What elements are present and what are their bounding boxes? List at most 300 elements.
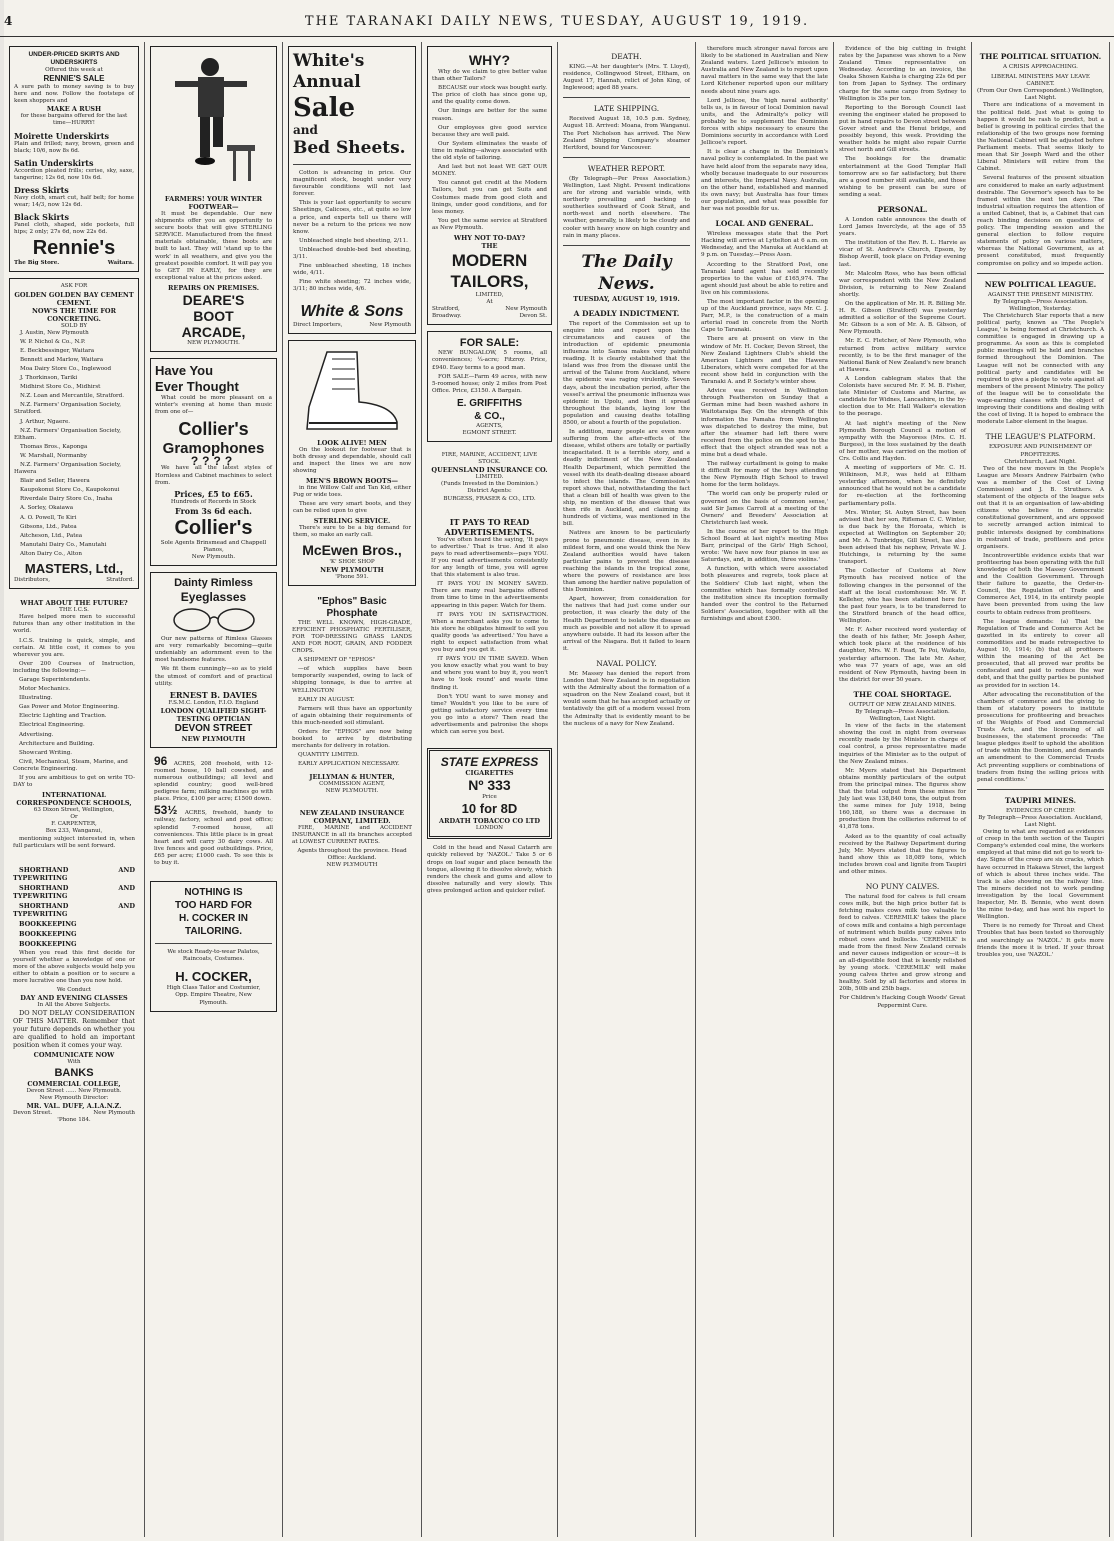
ephos-ad — [288, 592, 416, 799]
pays-para: You've often heard the saying, 'It pays to advertise.' That is true. And it also pays to read advertisements—pays YOU. If you read advertisements consistently for any length of time, you will agree that this statement is also true. — [431, 536, 548, 579]
crisis-sub: A CRISIS APPROACHING. — [1003, 64, 1078, 70]
ics-p4: If you are ambitious to get on write TO-DAY to — [13, 775, 135, 789]
death-head: DEATH. — [611, 52, 642, 61]
white-foot-right: New Plymouth — [369, 321, 411, 328]
coal-para: Asked as to the quantity of coal actually received by the Railway Department during July, Mr. Myers stated that the figures to hand show this as 18,089 tons, which includes brown coal and lignite from Taupiri and other mines. — [839, 833, 966, 876]
gb-seller: Gibsons, Ltd., Patea — [20, 523, 77, 530]
ephos-line: EARLY APPLICATION NECESSARY. — [298, 761, 400, 768]
for-sale-head: FOR SALE: — [459, 337, 520, 350]
tailors-name2: TAILORS, — [450, 271, 529, 291]
property-listing — [154, 803, 273, 867]
pays-para: IT PAYS YOU IN TIME SAVED. When you know exactly what you want to buy and where you want to buy it, you won't have to 'look round' and waste time finding it. — [431, 656, 548, 691]
leader-head: A DEADLY INDICTMENT. — [573, 308, 680, 318]
tailors-paras — [432, 69, 547, 232]
gb-seller: Thomas Bros., Kaponga — [20, 443, 88, 450]
league-by: By Telegraph—Press Association. Wellington, Yesterday. — [993, 298, 1088, 312]
white-foot-left: Direct Importers, — [293, 321, 343, 328]
personal-para: A London cable announces the death of Lord James Inverclyde, at the age of 55 years. — [839, 216, 966, 238]
ics-school: INTERNATIONAL CORRESPONDENCE SCHOOLS, — [16, 791, 132, 808]
ics-course: Architecture and Building. — [19, 740, 95, 747]
leader-paras — [563, 321, 690, 653]
rennie-item-desc: Navy cloth, smart cut, half belt; for home wear; 14/3, now 12s 6d. — [14, 194, 134, 209]
white-line: Unbleached double-bed bed sheeting, 3/11. — [293, 246, 411, 261]
ephos-line: QUANTITY LIMITED. — [298, 752, 359, 759]
deare-name1: DEARE'S — [182, 291, 245, 308]
taupiri-text: Owing to what are regarded as evidences of creep in the tenth section of the Taupiri Company's extended coal mine, the workers employed at that mine did not go to work to-day. Signs of the creep are six cracks, which have occurred in Hakawa Street, the largest of which is about three inches wide. The track is also showing on the railway line. The miners decided not to work pending investigation by the local Government Inspector, Mr. B. Bennie, who went down the mine to-day, and has sent his report to Wellington. — [977, 829, 1104, 921]
gb-seller: Riverdale Dairy Store Co., Inaha — [20, 496, 113, 503]
white-line: Unbleached single bed sheeting, 2/11. — [299, 237, 408, 244]
collier-brand: Collier's — [178, 419, 249, 440]
rennie-item-desc: Panel cloth, shaped, side pockets, full hips; 2 only; 27s 6d, now 22s 6d. — [14, 222, 134, 236]
gb-seller: Alton Dairy Co., Alton — [20, 550, 82, 557]
pays-para: IT PAYS YOU IN MONEY SAVED. There are many real bargains offered from time to time in the advertisements appearing in this paper. Watch for them. — [431, 581, 548, 609]
mcewen-phone: 'Phone 591. — [335, 573, 369, 580]
gb-seller: N.Z. Loan and Mercantile, Stratford. — [20, 393, 125, 400]
white-foot — [293, 322, 411, 329]
collier-q1: Have You — [155, 363, 214, 379]
gb-seller: Manutahi Dairy Co., Manutahi — [20, 541, 107, 548]
deare-name3: ARCADE, — [181, 323, 246, 340]
mcewen-name: McEwen Bros., — [302, 541, 402, 558]
gb-seller: N.Z. Farmers' Organisation Society, Eltham. — [14, 427, 122, 441]
ephos-line: —of which supplies have been temporarily suspended, owing to lack of shipping tonnage, is due to arrive at WELLINGTON — [292, 666, 412, 694]
rennie-sub: Offered this week at — [45, 67, 103, 73]
platform-para: The league demands: (a) That the Regulation of Trade and Commerce Act be gazetted in its entirety to cover all commodities and be made retrospective to August 10, 1914; (b) that all profiteers within the meaning of the Act be prosecuted, that all proved war profits be confiscated and paid to reduce the war debt, and that the guilty parties be punished as provided for in section 14. — [977, 618, 1104, 689]
white-para: This is your last opportunity to secure Sheetings, Calicoes, etc., at quite so low a price, and experts tell us there will never be a return to the prices we now know. — [293, 200, 411, 235]
column-3 — [283, 42, 422, 1537]
white-h4: and — [293, 123, 318, 137]
property-number: 96 — [154, 753, 174, 768]
bookkeeping-line: BOOKKEEPING — [19, 929, 77, 938]
nazol-text: Cold in the head and Nasal Catarrh are quickly relieved by 'NAZOL.' Take 5 or 6 drops on loaf sugar and place beneath the tongue, allowing it to dissolve slowly, which renders the cheek and gums and allow to dissolve naturally and very slowly. This gives prolonged action and quicker relief. — [427, 845, 552, 894]
rennie-item — [14, 131, 134, 155]
league-head: NEW POLITICAL LEAGUE. — [984, 279, 1097, 289]
mcewen-smart: These are very smart boots, and they can be relied upon to give — [293, 501, 411, 515]
banks-devon: Devon Street. — [13, 1109, 53, 1116]
ics-course: Showcard Writing. — [19, 749, 73, 756]
deare-repairs: REPAIRS ON PREMISES. — [168, 283, 259, 292]
white-logo: White & Sons — [300, 302, 404, 320]
ics-or: Or — [70, 814, 78, 821]
gb-seller: W. Marshall, Normanby — [20, 452, 87, 459]
nzi-agents: Agents throughout the province. Head Office: Auckland. — [297, 847, 407, 862]
gb-seller: A. O. Powell, Te Kiri — [20, 514, 77, 521]
for-sale-items — [432, 350, 547, 395]
column-7 — [834, 42, 972, 1537]
rennie-footer-right: Waitara. — [107, 260, 134, 267]
white-para: Cotton is advancing in price. Our magnificent stock, bought under very favourable conditions will not last forever. — [293, 170, 411, 198]
rennie-footer-left: The Big Store. — [14, 260, 60, 267]
political-para: There are indications of a movement in the political field. Just what is going to happen it would be rash to predict, but a belief is growing in political circles that the relationship of the two groups now forming the National Cabinet will be adjusted before Parliament meets. That seems likely to mean that Sir Joseph Ward and the other Liberal Ministers will retire from the Cabinet. — [977, 102, 1104, 173]
gb-ask: ASK FOR — [60, 283, 88, 290]
col6-para: It is clear a change in the Dominion's naval policy is contemplated. In the past we have held aloof from the separate navy idea, wholly because inadequate to our resources and interests, the Imperial Navy. Australia, on the other hand, established and manned its own navy; but Australia has four times our population, and what was possible for her was not possible for us. — [701, 149, 828, 213]
davies-body2: We fit them cunningly—so as to yield the utmost of comfort and of practical utility. — [155, 666, 272, 687]
qi-types: FIRE, MARINE, ACCIDENT, LIVE STOCK. — [441, 452, 538, 466]
davies-quals: F.S.M.C. London, F.I.O. England — [168, 699, 259, 706]
personal-para: At last night's meeting of the New Plymouth Borough Council a motion of sympathy with the Mayoress (Mrs. C. H. Burgess), in the loss sustained by the death of her mother, was carried on the motion of Crs. Collis and Hayden. — [839, 420, 966, 462]
eyeglasses-icon — [164, 606, 264, 634]
collier-ad — [150, 358, 277, 566]
tailors-para: Our linings are better for the same reason. — [432, 108, 547, 122]
banks-classes: DAY AND EVENING CLASSES — [20, 994, 128, 1003]
cocker-line3: H. COCKER IN — [179, 913, 248, 925]
nameplate: The Daily News. — [581, 251, 672, 294]
collier-logo: Collier's — [174, 516, 253, 539]
ics-p3: Over 200 Courses of Instruction, including the following:— — [13, 660, 135, 674]
gb-time: NOW'S THE TIME FOR CONCRETING. — [31, 306, 116, 323]
banks-with: With — [67, 1059, 81, 1066]
bookkeeping-line: BOOKKEEPING — [19, 919, 77, 928]
qi-funds: (Funds Invested in the Dominion.) — [441, 481, 538, 488]
gb-seller: Moa Dairy Store Co., Inglewood — [20, 365, 112, 372]
queensland-ad — [427, 448, 552, 507]
qi-agents: BURGESS, FRASER & CO., LTD. — [443, 495, 536, 502]
collier-q2: Ever Thought — [155, 379, 239, 395]
banks-conduct: We Conduct — [56, 987, 92, 994]
rennie-logo: Rennie's — [32, 237, 116, 260]
griffiths-name: E. GRIFFITHS — [457, 397, 522, 409]
ics-p1: Have helped more men to successful futures than any other institution in the world. — [13, 614, 135, 635]
deare-head: FARMERS! YOUR WINTER FOOTWEAR— — [164, 195, 263, 211]
rennie-item — [14, 185, 134, 209]
column-8 — [972, 42, 1110, 1537]
local-head: LOCAL AND GENERAL. — [715, 219, 814, 229]
political-paras — [977, 102, 1104, 267]
tailors-head: WHY? — [468, 52, 511, 68]
personal-para: Mrs. Winter, St. Aubyn Street, has been advised that her son, Rifleman C. C. Winter, is due back by the Horoata, which is expected at Wellington on September 20; and Mr. A. Tunbridge, Gill Street, has also been advised that his nephew, Private W. J. Hutchings, is returning by the same transport. — [839, 509, 966, 566]
sep-8a — [977, 273, 1104, 274]
jellyman: JELLYMAN & HUNTER, — [309, 772, 395, 781]
nzi-town: NEW PLYMOUTH — [326, 862, 378, 869]
cocker-line1: NOTHING IS — [184, 887, 243, 899]
personal-head: PERSONAL. — [877, 204, 928, 214]
tailors-loc-left: Stratford, — [432, 306, 460, 313]
local-para: Advice was received in Wellington through Featherston on Sunday that a German mine had been washed ashore in Waitotaraiga Bay. On the strength of this information the Pamaha from Wellington was dispatched to destroy the mine, but after the steamer had left there were received from the police on the spot to the effect that the object stranded was not a mine but a dead whale. — [701, 388, 828, 458]
naval-text: Mr. Massey has denied the report from London that New Zealand is in negotiation with the Admiralty about the formation of a squadron on the New Zealand coast, but it would seem that he has accepted actually or tentatively the gift of a modern vessel from the Admiralty that is evidently meant to be the nucleus of a navy for New Zealand. — [563, 671, 690, 727]
collier-styles: We have all the latest styles of Hornless and Cabinet machines to select from. — [155, 465, 272, 486]
shorthand-lines — [13, 866, 135, 918]
gb-seller: J. Thorkinson, Tariki — [20, 375, 78, 382]
ephos-line: Farmers will thus have an opportunity of again obtaining their requirements of this much-needed soil stimulant. — [292, 705, 412, 726]
modern-tailors-ad — [427, 46, 552, 325]
gb-seller: Kaupokonui Store Co., Kaupokonui — [20, 487, 120, 494]
page-number: 4 — [4, 14, 13, 28]
local-para: Wireless messages state that the Port Hacking will arrive at Lyttelton at 6 a.m. on Wednesday, and the Manuka at Auckland at 9 p.m. on Tuesday.—Press Assn. — [701, 231, 828, 259]
rennie-item — [14, 212, 134, 236]
collier-prices: Prices, £5 to £65. — [174, 488, 253, 499]
taupiri-head: TAUPIRI MINES. — [1004, 795, 1077, 805]
rennie-item-name: Dress Skirts — [14, 184, 69, 195]
personal-para: A London cablegram states that the Colonists have secured Mr. F. M. B. Fisher, late Minister of Customs and Marine, as candidate for Widnes, Lancashire, in the by-election due to Mr. Hall Walker's elevation to the peerage. — [839, 375, 966, 418]
deare-body: It must be dependable. Our new shipments offer you an opportunity to secure boots that will give STERLING SERVICE. Manufactured from the finest materials obtainable, these boots are built to last. They will 'stand up to the work' in all weathers, and give you the greatest possible comfort. It will pay you to GET IN EARLY, for they are exceptional value at the prices asked. — [155, 211, 272, 281]
coal-sub: OUTPUT OF NEW ZEALAND MINES. — [849, 701, 956, 708]
tailors-loc-right: New Plymouth — [505, 306, 547, 313]
banks-p1: When you read this first decide for yourself whether a knowledge of one or more of the above subjects would help you either to obtain a position or to secure a more lucrative one than you now hold. — [13, 949, 135, 985]
liberal-sub: LIBERAL MINISTERS MAY LEAVE CABINET. — [990, 74, 1091, 88]
masters-logo: MASTERS, Ltd., — [24, 561, 124, 577]
banks-ad — [9, 862, 139, 1128]
banks-mr: MR. VAL. DUFF, A.I.A.N.Z. — [26, 1101, 122, 1110]
ephos-line: A SHIPMENT OF "EPHOS" — [298, 657, 376, 664]
ephos-line: THE WELL KNOWN, HIGH-GRADE, EFFICIENT PHOSPHATIC FERTILISER, FOR TOP-DRESSING GRASS LANDS AND FOR ROOT, GRAIN, AND FODDER CROPS. — [292, 619, 412, 655]
rennie-item-desc: Accordion pleated frills; cerise, sky, saxe, tangerine; 12s 6d, now 10s 6d. — [14, 167, 134, 181]
for-sale-ad — [427, 331, 552, 442]
cocker-sub: High Class Tailor and Costumier, — [166, 985, 261, 992]
political-para: Several features of the present situation are considered to make an early adjustment desirable. The Governor's speech has to be framed within the next ten days. The industrial situation requires the attention of a united Cabinet, that is, a Cabinet that can reach binding decisions on questions of policy. The impending session and the general election to follow require statements of policy on various matters, whereas the National Government, as at present constituted, must frequently compromise on policy and so impede action. — [977, 175, 1104, 267]
davies-head1: Dainty Rimless — [174, 577, 253, 590]
state-express-brand — [441, 755, 539, 769]
political-head: THE POLITICAL SITUATION. — [979, 52, 1102, 61]
pays-paras — [431, 537, 548, 737]
mcewen-boots: MEN'S BROWN BOOTS— — [305, 476, 399, 485]
tailors-para: And last but not least WE GET OUR MONEY. — [432, 164, 547, 178]
rennie-item-name: Satin Underskirts — [14, 157, 94, 168]
banks-np: New Plymouth — [93, 1109, 135, 1116]
se-city: LONDON — [475, 825, 504, 832]
property-listing — [154, 753, 274, 804]
deare-town: NEW PLYMOUTH. — [187, 339, 240, 346]
platform-para: After advocating the reconstitution of the chambers of commerce and the giving to them of statutory powers to institute prosecutions for profiteering and breaches of the Weights of Food and Commercial Trusts Acts, and the licensing of all businesses, the statement proceeds: 'The league pledges itself to uphold the abolition of trade within the Dominion, and demands an amendment to the Commercial Trusts Act preventing suppliers or combinations of traders from fixing the selling prices with penal conditions.' — [977, 691, 1104, 783]
rennie-rush: MAKE A RUSH — [46, 105, 102, 114]
shipping-head: LATE SHIPPING. — [593, 104, 660, 114]
column-6 — [696, 42, 834, 1537]
coal-para: In view of the facts in the statement showing the cost in night from overseas recently made by the Minister in charge of coal control, a press representative made inquiries of the Minister as to the output of the New Zealand mines. — [839, 723, 966, 765]
se-price: Price — [482, 794, 497, 801]
banks-name: BANKS — [54, 1066, 94, 1079]
ephos-line: Orders for "EPHOS" are now being booked to arrive by distributing merchants for delivery in rotation. — [292, 729, 412, 750]
gb-sold-by: SOLD BY — [60, 322, 88, 329]
political-byline: (From Our Own Correspondent.) Wellington, Last Night. — [977, 88, 1104, 102]
nzi-text: FIRE, MARINE and ACCIDENT INSURANCE in all its branches accepted at LOWEST CURRENT RATES. — [292, 824, 412, 845]
white-h1: White's — [293, 51, 365, 71]
deare-name2: BOOT — [193, 307, 234, 324]
gb-seller: Midhirst Store Co., Midhirst — [20, 384, 101, 391]
column-4 — [422, 42, 558, 1537]
white-h3: Sale — [293, 93, 356, 123]
bookkeeping-lines — [13, 920, 135, 948]
mcewen-shop: 'K' SHOE SHOP — [329, 558, 375, 565]
banks-foot — [13, 1110, 135, 1117]
col7-para: Evidence of the big cutting in freight rates by the Japanese was shown to a New Zealand Times representative on Wednesday. According to an invoice, the Osaka Shosen Kaisha is charging 22s 6d per ton from Japan to Sydney. The ordinary charge for the same cargo from Sydney to Wellington is 35s per ton. — [839, 46, 966, 102]
col6-para: therefore much stronger naval forces are likely to be stationed in Australian and New Zealand waters. Lord Jellicoe's mission to Australia and New Zealand is to report upon naval matters in the same way that the late Lord Kitchener reported upon our military needs about nine years ago. — [701, 46, 828, 95]
tailors-para: You get the same service at Stratford as New Plymouth. — [432, 217, 547, 231]
nzi-name: NEW ZEALAND INSURANCE COMPANY, LIMITED. — [299, 808, 405, 825]
banks-college: COMMERCIAL COLLEGE, — [27, 1079, 121, 1088]
property-text: ACRES, freehold, handy to railway, factory, school and post office; splendid 7-roomed house, all conveniences. This little place is in great heart and will carry 30 dairy cows. All live fences and good outbuildings. Price, £65 per acre; £1000 cash. To see this is to buy it. — [154, 810, 273, 867]
ics-courses — [13, 677, 135, 773]
masters-right: Stratford. — [106, 577, 134, 584]
tailors-street — [432, 313, 547, 320]
se-number: Nº 333 — [468, 777, 511, 794]
se-maker: ARDATH TOBACCO CO LTD — [439, 817, 540, 826]
weather-head: WEATHER REPORT. — [587, 163, 666, 173]
deare-ad — [150, 46, 277, 352]
rennie-ad — [9, 46, 139, 272]
sep-8b — [977, 789, 1104, 790]
exposure-head: EXPOSURE AND PUNISHMENT OF PROFITEERS. — [988, 444, 1093, 458]
ics-course: Motor Mechanics. — [19, 686, 71, 693]
gb-product: GOLDEN GOLDEN BAY CEMENT CEMENT. — [14, 290, 134, 307]
collier-from: From 3s 6d each. — [175, 505, 252, 516]
white-line: Fine unbleached sheeting, 18 inches wide, 4/11. — [293, 263, 411, 277]
davies-street: DEVON STREET — [174, 722, 253, 734]
local-para: There are at present on view in the window of Mr. H. Cocker, Devon Street, the New Zealand Lightners Club's shield the American Lightners and the Hawera Liberators, which were competed for at the recent show held in conjunction with the Taranaki A. and P. Society's winter show. — [701, 336, 828, 386]
cocker-sep — [155, 943, 272, 944]
white-sep — [293, 164, 411, 165]
collier-body: What could be more pleasant on a winter's evening at home than music from one of— — [155, 395, 272, 416]
mcewen-demand: There's sure to be a big demand for them, so make an early call. — [293, 525, 411, 539]
davies-town: NEW PLYMOUTH — [181, 734, 246, 743]
tailors-street-left: Broadway. — [432, 313, 462, 320]
masthead — [0, 0, 1114, 34]
se-brand1: STATE — [440, 755, 479, 770]
ics-course: Electric Lighting and Traction. — [19, 713, 107, 720]
pays-head1: IT PAYS TO READ — [449, 516, 530, 527]
ics-course: Garage Superintendents. — [19, 676, 91, 683]
column-5 — [558, 42, 696, 1537]
cocker-opp: Opp. Empire Theatre, New — [175, 992, 252, 999]
ephos-body — [292, 620, 412, 769]
rennie-item-desc: Plain and frilled; navy, brown, green and black; 10/6, now 8s 6d. — [14, 140, 134, 154]
properties — [150, 754, 277, 875]
boot-illustration — [297, 347, 407, 437]
gb-seller: N.Z. Farmers' Organisation Society, Hawera — [14, 462, 122, 476]
personal-paras — [839, 217, 966, 684]
taupiri-by: By Telegraph—Press Association. Auckland, Last Night. — [978, 814, 1103, 828]
col7-para: The bookings for the dramatic entertainment at the Good Templar Hall tomorrow are so far satisfactory, but there are a good number still available, and those wishing to be present can be sure of sending a seat. — [839, 156, 966, 198]
local-para: The railway curtailment is going to make it difficult for many of the boys attending the New Plymouth High School to travel home for the term holidays. — [701, 461, 828, 489]
white-h2: Annual — [293, 72, 361, 92]
leader-para: Apart, however, from consideration for the natives that had just come under our protection, it was clearly the duty of the Health Department to isolate the disease as much as possible and not allow it to spread anywhere outside. It had its lesson after the arrival of the Niagara. But it failed to learn it. — [563, 596, 690, 652]
league-text: The Christchurch Star reports that a new political party, known as 'The People's League,' is being formed at Christchurch. A committee is engaged in drawing up a programme. As soon as this is completed public meetings will be held and branches formed throughout the Dominion. The League will not be connected with any political party and candidates will be required to give a pledge to vote against all members of the present Ministry. The policy of the league will be to consolidate the wage-earning classes with the object of improving their conditions and dealing with the cost of living. It is hoped to embrace the moderate Labor element in the league. — [977, 312, 1104, 426]
se-product: CIGARETTES — [465, 769, 514, 778]
jellyman-sub: COMMISSION AGENT, — [319, 780, 385, 787]
ics-p2: I.C.S. training is quick, simple, and certain. At little cost, it comes to you wherever you are. — [13, 637, 135, 658]
tailors-limited: LIMITED, — [475, 291, 504, 298]
gb-seller: N.Z. Farmers' Organisation Society, Stratford. — [14, 402, 122, 416]
it-pays-ad — [427, 513, 552, 743]
banks-in-all: In All the Above Subjects. — [37, 1002, 111, 1009]
col7-paras — [839, 46, 966, 199]
masthead-rule — [0, 36, 1114, 37]
ics-p5: mentioning subject interested in, when full particulars will be sent forward. — [13, 835, 135, 849]
platform-by: Christchurch, Last Night. — [1004, 458, 1077, 465]
qi-name: QUEENSLAND INSURANCE CO. — [431, 466, 548, 475]
farmer-illustration — [155, 53, 275, 193]
rennie-headline: UNDER-PRICED SKIRTS AND UNDERSKIRTS — [28, 51, 120, 66]
ics-box: Box 233, Wanganui, — [45, 828, 103, 835]
white-lines — [293, 238, 411, 294]
tailors-street-right: Devon St. — [519, 313, 547, 320]
cocker-name: H. COCKER, — [175, 969, 252, 985]
mcewen-sterling: STERLING SERVICE. — [313, 517, 391, 526]
shipping-text: Received August 18, 10.5 p.m. Sydney, August 18. Arrived: Moana, from Wanganui. The Port Nicholson has arrived. The New Zealand Shipping Company's steamer Hertford, bound for Vancouver. — [563, 116, 690, 151]
ics-head: WHAT ABOUT THE FUTURE? — [20, 599, 128, 608]
page-title: THE TARANAKI DAILY NEWS, TUESDAY, AUGUST 19, 1919. — [304, 14, 810, 29]
rennie-item-name: Moirette Underskirts — [14, 130, 109, 141]
pays-para: Don't YOU want to save money and time? Wouldn't you like to be sure of getting satisfactory service every time you go into a store? Then read the advertisements and patronise the shops which can serve you best. — [431, 693, 548, 736]
local-para: 'The world can only be properly ruled or governed on the basis of common sense,' said Sir James Carroll at a meeting of the Owners' and Breeders' Association at Christchurch last week. — [701, 491, 828, 526]
for-sale-item: FOR SALE—Farm 49 acres, with new 5-roomed house; only 2 miles from Post Office. Price, £3150. A Bargain. — [432, 373, 547, 394]
se-price-val: 10 for 8D — [461, 801, 518, 817]
tailors-para: Why do we claim to give better value than other Tailors? — [432, 69, 547, 83]
cocker-line2: TOO HARD FOR — [174, 900, 253, 912]
masters-footer — [14, 577, 134, 584]
tailors-at: At — [486, 299, 493, 306]
sep-2 — [563, 157, 690, 158]
personal-para: The Collector of Customs at New Plymouth has received notice of the following changes in the personnel of the staff at the local customhouse: Mr. W. F. Kelleher, who has been stationed here for the past four years, is to be transferred to the Stratford branch of the head office, Wellington. — [839, 568, 966, 625]
collier-qs: ???? — [190, 454, 237, 469]
ics-course: Illustrating. — [19, 695, 53, 702]
collier-agents: Sole Agents Brinsmead and Chappell Pianos, — [160, 539, 267, 553]
cocker-stock: We stock Ready-to-wear Palatos, Raincoats, Costumes. — [167, 949, 260, 963]
davies-qual2: LONDON QUALIFIED SIGHT-TESTING OPTICIAN — [160, 706, 267, 723]
collier-town: New Plymouth. — [191, 553, 236, 560]
davies-name: ERNEST B. DAVIES — [169, 689, 258, 700]
nz-insurance-ad — [288, 805, 416, 874]
masters-left: Distributors, — [14, 577, 50, 584]
pays-head2: ADVERTISEMENTS. — [444, 526, 535, 537]
ics-course: Advertising. — [19, 731, 54, 738]
bookkeeping-line: BOOKKEEPING — [19, 939, 77, 948]
personal-para: Mr. F. Asher received word yesterday of the death of his father, Mr. Joseph Asher, which took place at the residence of his daughter, Mrs. W. F. Read, Te Poi, Waikato, yesterday afternoon. The late Mr. Asher, who was 77 years of age, was an old resident of New Plymouth, having been in the district for over 50 years. — [839, 627, 966, 683]
leader-para: In addition, many people are even now suffering from the after-effects of the disease, whilst others are totally or partially incapacitated. It is a terrible story, and a deadly indictment of the New Zealand Health Department, which permitted the vessel with its death-dealing disease aboard to infect the islands. The Commission's report shows that, notwithstanding the fact that a clean bill of health was given to the ship, no mention of the disease that was then rife in Auckland, and claiming its hundreds of victims, was mentioned in the bill. — [563, 429, 690, 528]
personal-para: Mr. Malcolm Ross, who has been official war correspondent with the New Zealand Division, is returning to New Zealand shortly. — [839, 270, 966, 298]
rennie-rush-sub: for these bargains offered for the last time—HURRY! — [20, 113, 128, 127]
tailors-para: Our employees give good service because they are well paid. — [432, 124, 547, 138]
shorthand-line: SHORTHAND AND TYPEWRITING — [13, 901, 135, 918]
rennie-item-name: Black Skirts — [14, 212, 69, 223]
qi-district: District Agents: — [467, 488, 512, 495]
rennie-footer — [14, 260, 134, 267]
col6-paras — [701, 46, 828, 213]
property-number: 53½ — [154, 803, 185, 818]
tailors-loc — [432, 306, 547, 313]
white-paras — [293, 170, 411, 236]
pays-para: IT PAYS YOU IN SATISFACTION. When a merchant asks you to come to his store he obligates himself to sell you quality goods 'as advertised.' You have a right to expect satisfaction from what you buy and you get it. — [431, 611, 548, 654]
leader-para: Natives are known to be particularly prone to pneumonic disease, even in its mildest form, and one would think the New Zealand authorities would have taken particular pains to prevent the disease reaching the islands in the tropical zone, where the powers of resistance are less than among the hardier native population of this Dominion. — [563, 530, 690, 594]
sep-3 — [563, 245, 690, 246]
col6-para: Lord Jellicoe, the 'high naval authority' tells us, is in favour of local Dominion naval units, and the Admiralty's policy will probably be to supplement the Dominion forces with ships necessary to ensure the Dominions security in accordance with Lord Jellicoe's report. — [701, 97, 828, 147]
ephos-line: EARLY IN AUGUST. — [298, 696, 355, 703]
gb-seller: A. Sorley, Okaiawa — [20, 505, 74, 512]
rennie-intro: A sure path to money saving is to buy here and now. Follow the footsteps of keen shoppers and — [14, 84, 134, 105]
coal-para: Mr. Myers stated that his Department obtains monthly particulars of the output from the principal mines. The figures show that the total output from these mines for July last was 138,840 tons, the output from the same mines for July 1918, being 160,188, so there was a decrease in production from the collieries referred to of 41,878 tons. — [839, 767, 966, 831]
platform-paras — [977, 466, 1104, 784]
gb-seller: E. Beckbessinger, Waitara — [20, 347, 95, 354]
platform-para: Incontrovertible evidence exists that war profiteering has been operating with the full knowledge of both the Massey Government and the Coalition Government. Through their failure to gazette, the Order-in-Council, the Regulation of Trade and Commerce Act, 1914, in its entirety people have been prevented from using the law courts to obtain redress from profiteers. — [977, 552, 1104, 616]
shorthand-line: SHORTHAND AND TYPEWRITING — [13, 865, 135, 882]
collier-product: Gramophones — [162, 440, 265, 458]
mcewen-body: On the lookout for footwear that is both dressy and dependable, should call and inspect the lines we are now showing — [293, 446, 411, 474]
white-line: Fine white sheeting; 72 inches wide, 3/11; 80 inches wide, 4/6. — [293, 279, 411, 293]
gb-seller: Blair and Seller, Hawera — [20, 478, 90, 485]
local-para: According to the Stratford Post, one Taranaki land agent has sold recently properties to the value of £165,974. The agent should just about be able to retire and live on his commissions. — [701, 261, 828, 296]
rennie-item — [14, 158, 134, 182]
mcewen-head: LOOK ALIVE! MEN — [317, 438, 387, 447]
tailors-the: THE — [481, 241, 498, 250]
cocker-line4: TAILORING. — [184, 926, 243, 938]
gb-seller: J. Austin, New Plymouth — [20, 329, 89, 336]
ephos-head2: Phosphate — [326, 607, 378, 619]
tailors-para: Our System eliminates the waste of time in making—always associated with the old style of tailoring. — [432, 140, 547, 162]
rennie-store: RENNIE'S SALE — [43, 74, 105, 84]
tailors-name1: MODERN — [451, 250, 528, 270]
tailors-para: BECAUSE our stock was bought early. The price of cloth has since gone up, and the quality come down. — [432, 85, 547, 106]
dateline: TUESDAY, AUGUST 19, 1919. — [573, 294, 680, 303]
personal-para: A meeting of supporters of Mr. C. H. Wilkinson, M.P., was held at Eltham yesterday afternoon, when he definitely announced that he would not be a candidate for re-election at the forthcoming parliamentary polls. — [839, 465, 966, 507]
for-sale-item: NEW BUNGALOW, 5 rooms, all conveniences; ¼-acre; Fitzroy. Price, £940. Easy terms to a good man. — [432, 350, 547, 371]
